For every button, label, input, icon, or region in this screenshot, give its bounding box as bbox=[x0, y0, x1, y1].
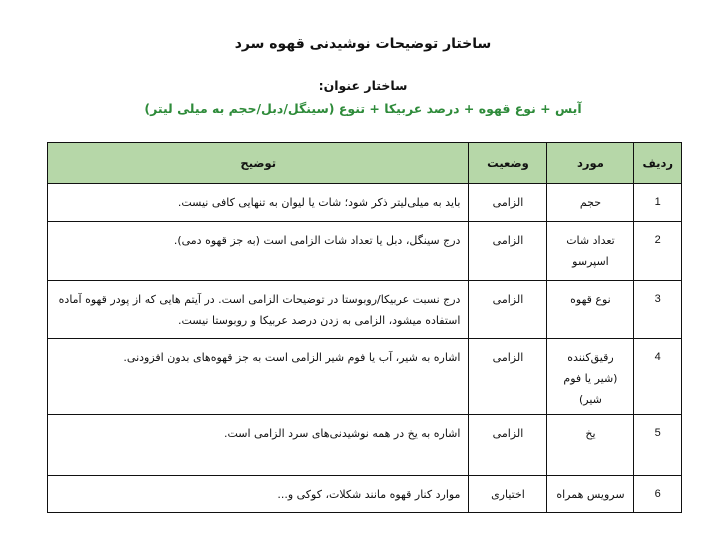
row-number: 1 bbox=[634, 184, 682, 222]
table-header-row bbox=[48, 143, 682, 184]
row-status: اختیاری bbox=[469, 476, 547, 513]
row-status: الزامی bbox=[469, 339, 547, 415]
row-number: 5 bbox=[634, 415, 682, 476]
table-row bbox=[48, 281, 682, 339]
row-number: 2 bbox=[634, 222, 682, 281]
row-description: درج سینگل، دبل یا تعداد شات الزامی است (به جز قهوه دمی). bbox=[48, 222, 469, 281]
row-item: رقیق‌کننده (شیر یا فوم شیر) bbox=[547, 339, 634, 415]
row-description: باید به میلی‌لیتر ذکر شود؛ شات یا لیوان به تنهایی کافی نیست. bbox=[48, 184, 469, 222]
row-number: 4 bbox=[634, 339, 682, 415]
header-item: مورد bbox=[547, 143, 634, 184]
row-number: 3 bbox=[634, 281, 682, 339]
row-item: تعداد شات اسپرسو bbox=[547, 222, 634, 281]
row-description: اشاره به شیر، آب یا فوم شیر الزامی است به جز قهوه‌های بدون افزودنی. bbox=[48, 339, 469, 415]
row-status: الزامی bbox=[469, 281, 547, 339]
row-description: موارد کنار قهوه مانند شکلات، کوکی و... bbox=[48, 476, 469, 513]
row-status: الزامی bbox=[469, 222, 547, 281]
title-formula: آیس + نوع قهوه + درصد عربیکا + تنوع (سینگل/دبل/حجم به میلی لیتر) bbox=[144, 101, 582, 116]
table-row bbox=[48, 415, 682, 476]
row-description: درج نسبت عربیکا/روبوستا در توضیحات الزامی است. در آیتم هایی که از پودر قهوه آماده استفاده میشود، الزامی به زدن درصد عربیکا و روبوستا نیست. bbox=[48, 281, 469, 339]
row-item: نوع قهوه bbox=[547, 281, 634, 339]
row-item: سرویس همراه bbox=[547, 476, 634, 513]
title-structure-heading: ساختار عنوان: bbox=[318, 78, 408, 93]
row-description: اشاره به یخ در همه نوشیدنی‌های سرد الزامی است. bbox=[48, 415, 469, 476]
row-number: 6 bbox=[634, 476, 682, 513]
header-description: توضیح bbox=[48, 143, 469, 184]
row-item: حجم bbox=[547, 184, 634, 222]
table-row bbox=[48, 339, 682, 415]
table-row bbox=[48, 222, 682, 281]
row-status: الزامی bbox=[469, 415, 547, 476]
row-item: یخ bbox=[547, 415, 634, 476]
header-row-number: ردیف bbox=[634, 143, 682, 184]
row-status: الزامی bbox=[469, 184, 547, 222]
table-row bbox=[48, 476, 682, 513]
requirements-table bbox=[47, 142, 682, 513]
table-row bbox=[48, 184, 682, 222]
document-title: ساختار توضیحات نوشیدنی قهوه سرد bbox=[234, 36, 492, 52]
header-status: وضعیت bbox=[469, 143, 547, 184]
